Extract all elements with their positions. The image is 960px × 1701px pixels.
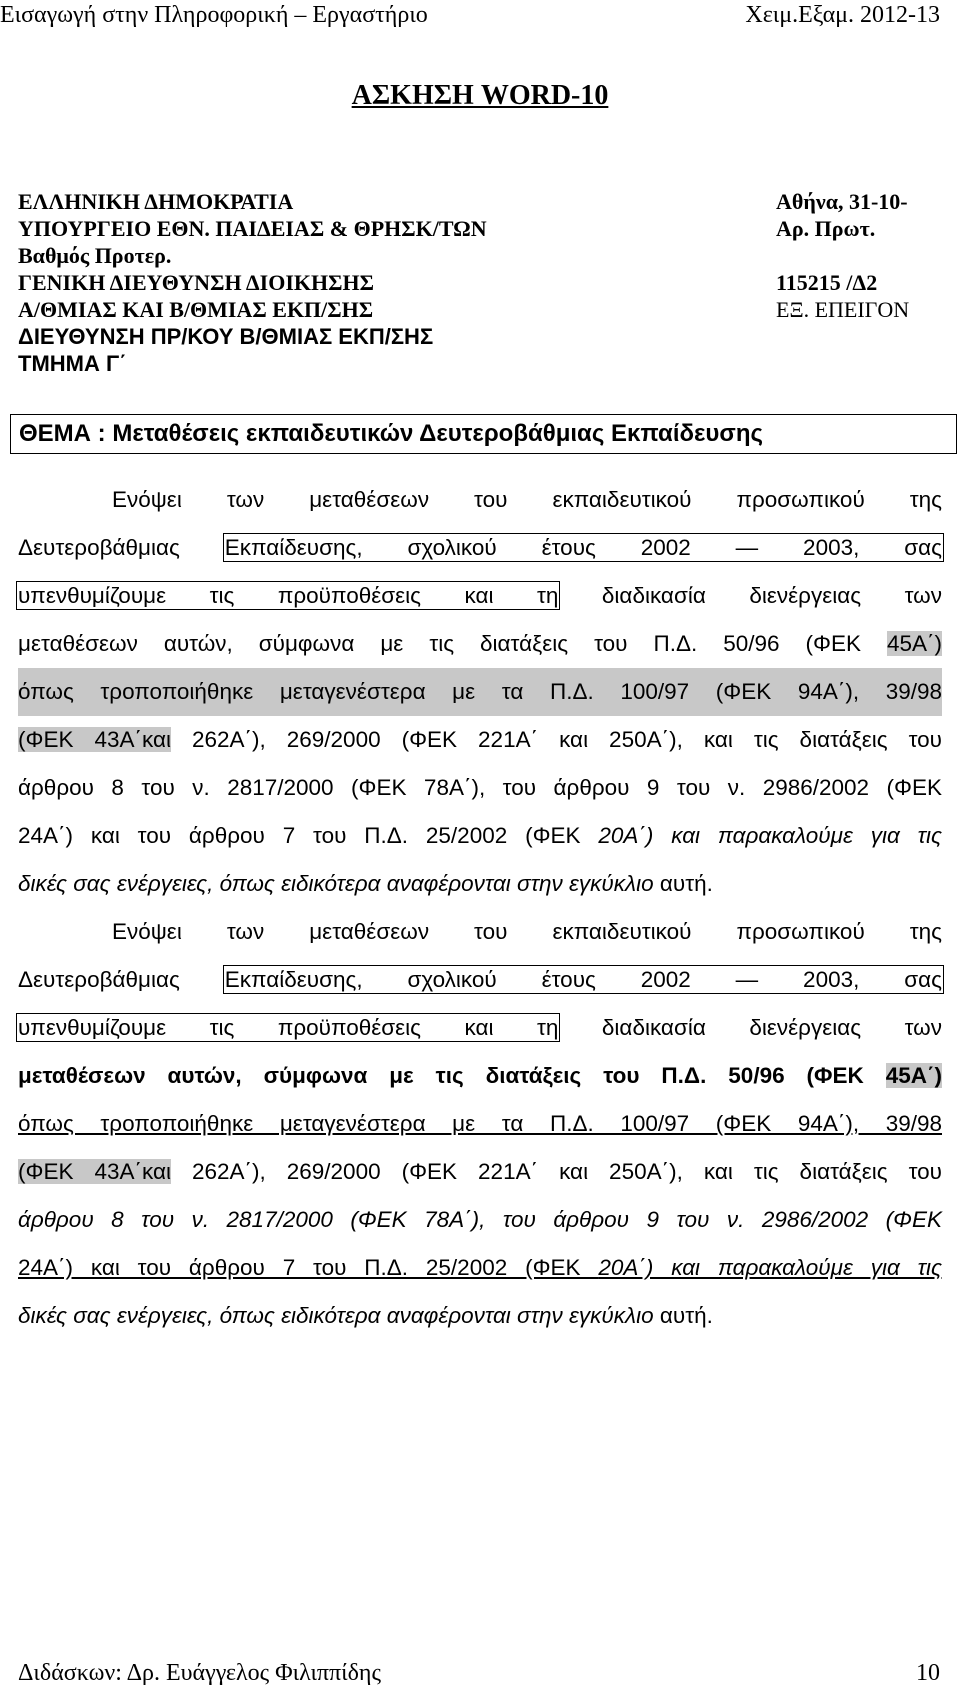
- letter-date: Αθήνα, 31-10-: [776, 189, 908, 214]
- sender-line: ΕΛΛΗΝΙΚΗ ΔΗΜΟΚΡΑΤΙΑ: [18, 189, 294, 214]
- paragraph-2: [18, 908, 942, 1340]
- boxed-text: υπενθυμίζουμε τις προϋποθέσεις και τη: [18, 583, 559, 608]
- italic-text: 20Α΄) και παρακαλούμε για τις: [598, 823, 942, 848]
- urgency-label: ΕΞ. ΕΠΕΙΓΟΝ: [776, 297, 910, 322]
- protocol-number: 115215 /Δ2: [776, 270, 878, 295]
- paragraph-line: δικές σας ενέργειες, όπως ειδικότερα αναφέρονται στην εγκύκλιο αυτή.: [18, 871, 713, 896]
- subject-text: ΘΕΜΑ : Μεταθέσεις εκπαιδευτικών Δευτεροβάθμιας Εκπαίδευσης: [19, 420, 763, 447]
- paragraph-line: 24Α΄) και του άρθρου 7 του Π.Δ. 25/2002 (ΦΕΚ 20Α΄) και παρακαλούμε για τις: [18, 823, 942, 848]
- paragraph-line: μεταθέσεων αυτών, σύμφωνα με τις διατάξεις του Π.Δ. 50/96 (ΦΕΚ 45Α΄): [18, 631, 942, 656]
- highlighted-text: 45Α΄): [885, 1063, 942, 1088]
- underlined-text: 24Α΄) και του άρθρου 7 του Π.Δ. 25/2002 (ΦΕΚ: [18, 1255, 599, 1280]
- paragraph-line: υπενθυμίζουμε τις προϋποθέσεις και τη διαδικασία διενέργειας των: [18, 1015, 942, 1040]
- paragraph-line: Ενόψει των μεταθέσεων του εκπαιδευτικού προσωπικού της: [112, 919, 942, 944]
- header-semester: Χειμ.Εξαμ. 2012-13: [745, 2, 940, 28]
- subject-box: [10, 414, 957, 454]
- sender-line: ΥΠΟΥΡΓΕΙΟ ΕΘΝ. ΠΑΙΔΕΙΑΣ & ΘΡΗΣΚ/ΤΩΝ: [18, 216, 487, 241]
- header-course-title: Εισαγωγή στην Πληροφορική – Εργαστήριο: [0, 2, 428, 28]
- sender-line: Α/ΘΜΙΑΣ ΚΑΙ Β/ΘΜΙΑΣ ΕΚΠ/ΣΗΣ: [18, 297, 374, 322]
- sender-line: ΔΙΕΥΘΥΝΣΗ ΠΡ/ΚΟΥ Β/ΘΜΙΑΣ ΕΚΠ/ΣΗΣ: [18, 324, 434, 349]
- boxed-text: υπενθυμίζουμε τις προϋποθέσεις και τη: [18, 1015, 559, 1040]
- sender-line: Βαθμός Προτερ.: [18, 243, 172, 268]
- boxed-text: Εκπαίδευσης, σχολικού έτους 2002 — 2003, σας: [224, 535, 942, 560]
- highlighted-text: (ΦΕΚ 43Α΄και: [18, 1159, 171, 1184]
- paragraph-line: άρθρου 8 του ν. 2817/2000 (ΦΕΚ 78Α΄), του άρθρου 9 του ν. 2986/2002 (ΦΕΚ: [18, 1207, 942, 1232]
- page-title: ΑΣΚΗΣΗ WORD-10: [351, 80, 609, 111]
- paragraph-line: όπως τροποποιήθηκε μεταγενέστερα με τα Π.Δ. 100/97 (ΦΕΚ 94Α΄), 39/98: [18, 668, 942, 716]
- highlighted-text: (ΦΕΚ 43Α΄και: [18, 727, 171, 752]
- paragraph-line: [18, 1244, 942, 1292]
- paragraph-line: άρθρου 8 του ν. 2817/2000 (ΦΕΚ 78Α΄), του άρθρου 9 του ν. 2986/2002 (ΦΕΚ: [18, 775, 942, 800]
- paragraph-line: Δευτεροβάθμιας Εκπαίδευσης, σχολικού έτους 2002 — 2003, σας: [18, 535, 942, 560]
- paragraph-1: [18, 476, 942, 908]
- sender-line: ΓΕΝΙΚΗ ΔΙΕΥΘΥΝΣΗ ΔΙΟΙΚΗΣΗΣ: [18, 270, 374, 295]
- paragraph-line: δικές σας ενέργειες, όπως ειδικότερα αναφέρονται στην εγκύκλιο αυτή.: [18, 1303, 713, 1328]
- italic-text: δικές σας ενέργειες, όπως ειδικότερα αναφέρονται στην εγκύκλιο: [18, 1303, 654, 1328]
- italic-text: δικές σας ενέργειες, όπως ειδικότερα αναφέρονται στην εγκύκλιο: [18, 871, 654, 896]
- paragraph-line: Ενόψει των μεταθέσεων του εκπαιδευτικού προσωπικού της: [112, 487, 942, 512]
- page-number: 10: [916, 1660, 940, 1686]
- highlighted-text: 45Α΄): [886, 631, 942, 656]
- paragraph-line: υπενθυμίζουμε τις προϋποθέσεις και τη διαδικασία διενέργειας των: [18, 583, 942, 608]
- paragraph-line: (ΦΕΚ 43Α΄και 262Α΄), 269/2000 (ΦΕΚ 221Α΄ και 250Α΄), και τις διατάξεις του: [18, 727, 942, 752]
- sender-line: ΤΜΗΜΑ Γ΄: [18, 351, 127, 376]
- paragraph-line: μεταθέσεων αυτών, σύμφωνα με τις διατάξεις του Π.Δ. 50/96 (ΦΕΚ 45Α΄): [18, 1063, 942, 1088]
- paragraph-line: Δευτεροβάθμιας Εκπαίδευσης, σχολικού έτους 2002 — 2003, σας: [18, 967, 942, 992]
- italic-text: 20Α΄) και παρακαλούμε για τις: [598, 1255, 942, 1280]
- paragraph-line: (ΦΕΚ 43Α΄και 262Α΄), 269/2000 (ΦΕΚ 221Α΄ και 250Α΄), και τις διατάξεις του: [18, 1159, 942, 1184]
- sender-block: [18, 188, 487, 377]
- footer-instructor: Διδάσκων: Δρ. Ευάγγελος Φιλιππίδης: [18, 1660, 381, 1686]
- paragraph-line: όπως τροποποιήθηκε μεταγενέστερα με τα Π.Δ. 100/97 (ΦΕΚ 94Α΄), 39/98: [18, 1111, 942, 1136]
- boxed-text: Εκπαίδευσης, σχολικού έτους 2002 — 2003, σας: [224, 967, 942, 992]
- protocol-label: Αρ. Πρωτ.: [776, 216, 876, 241]
